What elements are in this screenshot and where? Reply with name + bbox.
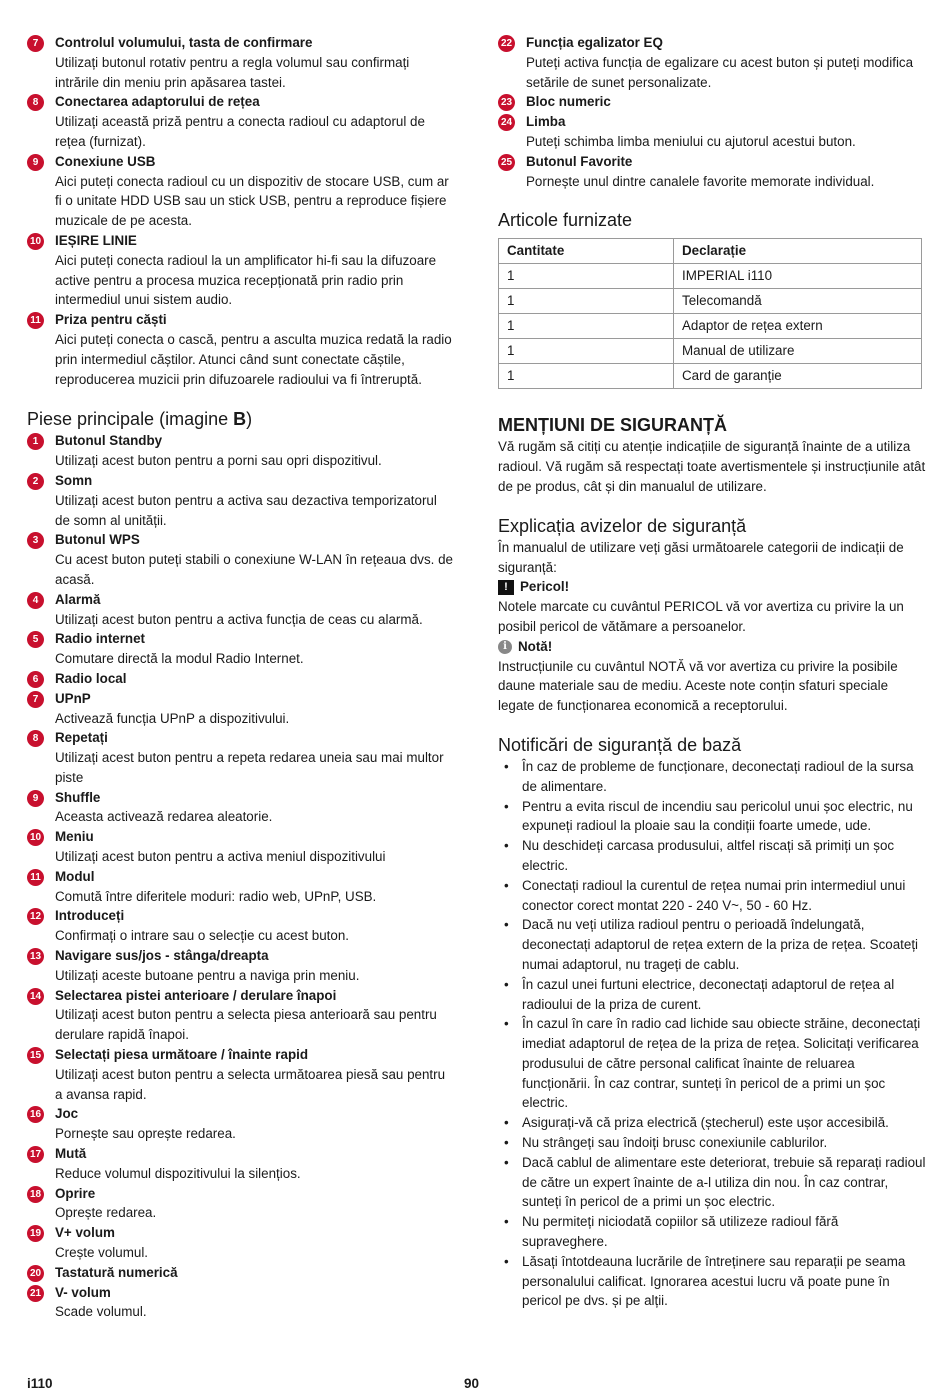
bullet-item: • Dacă nu veți utiliza radioul pentru o perioadă îndelungată, deconectați adaptorul de rețea extern de la priza de rețea. Scoateți numai adaptorul, nu trageți de cablu. (498, 915, 926, 974)
item-number-badge: 5 (27, 631, 44, 648)
item-description: Puteți activa funcția de egalizare cu acest buton și puteți modifica setările de sunet personalizate. (526, 54, 914, 90)
list-item (498, 152, 926, 192)
bullet-item: • Pentru a evita riscul de incendiu sau pericolul unui șoc electric, nu expuneți radioul la ploaie sau la condiții foarte umede, ude. (498, 797, 926, 837)
item-number-badge: 13 (27, 948, 44, 965)
item-title: Alarmă (55, 591, 101, 607)
basic-safety-heading: Notificări de siguranță de bază (498, 734, 742, 755)
list-item (27, 152, 455, 231)
item-title: Meniu (55, 829, 94, 845)
item-number-badge: 8 (27, 730, 44, 747)
table-cell-desc: Adaptor de rețea extern (674, 314, 922, 339)
danger-text: Notele marcate cu cuvântul PERICOL vă vor avertiza cu privire la un posibil pericol de vătămare a persoanelor. (498, 599, 904, 634)
item-description: Pornește sau oprește redarea. (55, 1126, 236, 1142)
supplied-table-body (499, 264, 922, 389)
bullet-item: • În cazul în care în radio cad lichide sau obiecte străine, deconectați imediat adaptorul de rețea de la priza de rețea. Solicitați verificarea produsului de către personal calificat înainte de reluarea funcționării. În caz contrar, sunteți în pericol de a primi un șoc electric. (498, 1014, 926, 1113)
list-item (27, 1223, 455, 1263)
list-item (27, 1263, 455, 1283)
table-cell-desc: Telecomandă (674, 289, 922, 314)
item-number-badge: 16 (27, 1106, 44, 1123)
remote-list (498, 33, 926, 191)
list-item (27, 728, 455, 787)
bullet-item: • În cazul unei furtuni electrice, deconectați adaptorul de rețea al radioului de la priza de curent. (498, 975, 926, 1015)
list-item (27, 1144, 455, 1184)
item-title: Selectarea pistei anterioare / derulare înapoi (55, 987, 337, 1003)
item-title: Oprire (55, 1185, 96, 1201)
parts-heading (27, 407, 455, 431)
table-row (499, 314, 922, 339)
right-column (498, 33, 926, 1311)
item-description: Crește volumul. (55, 1245, 149, 1261)
table-row (499, 264, 922, 289)
item-title: Butonul WPS (55, 532, 140, 548)
list-item (27, 530, 455, 589)
item-description: Comutare directă la modul Radio Internet. (55, 651, 304, 667)
note-label: Notă! (518, 638, 553, 654)
item-title: Butonul Standby (55, 433, 163, 449)
item-description: Utilizați această priză pentru a conecta radioul cu adaptorul de rețea (furnizat). (55, 114, 425, 149)
list-item (27, 867, 455, 907)
list-item (27, 946, 455, 986)
list-item (27, 827, 455, 867)
item-description: Aici puteți conecta radioul cu un dispozitiv de stocare USB, cum ar fi o unitate HDD USB sau un stick USB, pentru a reproduce fișiere muzicale de pe acesta. (55, 173, 449, 229)
item-number-badge: 11 (27, 869, 44, 886)
item-number-badge: 17 (27, 1146, 44, 1163)
table-header-qty: Cantitate (499, 239, 674, 264)
item-title: Modul (55, 868, 95, 884)
note-label-row (498, 637, 926, 657)
item-title: Controlul volumului, tasta de confirmare (55, 35, 313, 50)
item-title: Introduceți (55, 908, 125, 924)
table-cell-desc: Card de garanție (674, 364, 922, 389)
list-item (27, 431, 455, 471)
item-description: Utilizați acest buton pentru a repeta redarea uneia sau mai multor piste (55, 750, 444, 785)
bullet-item: • Lăsați întotdeauna lucrările de întreținere sau reparații pe seama personalului calificat. Ignorarea acestui lucru vă poate pune în pericol pe dvs. și pe alții. (498, 1252, 926, 1311)
list-item (27, 986, 455, 1045)
supplied-heading: Articole furnizate (498, 210, 633, 231)
item-description: Aceasta activează redarea aleatorie. (55, 809, 273, 825)
item-description: Utilizați acest buton pentru a activa sau dezactiva temporizatorul de somn al unității. (55, 492, 437, 528)
item-number-badge: 4 (27, 592, 44, 609)
item-number-badge: 10 (27, 233, 44, 250)
item-description: Utilizați butonul rotativ pentru a regla volumul sau confirmați intrările din meniu prin apăsarea tastei. (55, 54, 410, 90)
footer-model: i110 (27, 1376, 53, 1391)
item-number-badge: 22 (498, 35, 515, 52)
table-row (499, 339, 922, 364)
explanation-intro: În manualul de utilizare veți găsi următoarele categorii de indicații de siguranță: (498, 539, 904, 575)
item-title: Selectați piesa următoare / înainte rapid (55, 1047, 309, 1063)
item-title: V+ volum (55, 1225, 115, 1241)
page-number: 90 (464, 1376, 480, 1391)
bullet-item: • Nu strângeți sau îndoiți brusc conexiunile cablurilor. (498, 1133, 926, 1153)
item-description: Aici puteți conecta radioul la un amplificator hi-fi sau la difuzoare active pentru a procesa muzica recepționată prin radio prin intermediul unui sistem audio. (55, 252, 437, 308)
item-title: Conectarea adaptorului de rețea (55, 94, 260, 110)
list-item (27, 689, 455, 729)
table-cell-qty: 1 (499, 314, 674, 339)
warning-triangle-icon: ! (498, 580, 514, 595)
item-number-badge: 20 (27, 1265, 44, 1282)
connector-list (27, 33, 455, 389)
item-number-badge: 9 (27, 154, 44, 171)
basic-safety-list (498, 757, 926, 1311)
item-number-badge: 7 (27, 691, 44, 708)
item-title: Navigare sus/jos - stânga/dreapta (55, 948, 269, 964)
item-title: Tastatură numerică (55, 1264, 178, 1280)
item-number-badge: 19 (27, 1225, 44, 1242)
list-item (27, 1184, 455, 1224)
bullet-item: • Asigurați-vă că priza electrică (ștecherul) este ușor accesibilă. (498, 1113, 926, 1133)
bullet-item: • Nu deschideți carcasa produsului, altfel riscați să primiți un șoc electric. (498, 836, 926, 876)
table-row (499, 289, 922, 314)
info-icon: i (498, 640, 512, 654)
item-number-badge: 6 (27, 671, 44, 688)
list-item (498, 112, 926, 152)
explanation-heading: Explicația avizelor de siguranță (498, 515, 747, 536)
item-title: Somn (55, 472, 93, 488)
item-title: IEȘIRE LINIE (55, 232, 137, 248)
list-item (27, 92, 455, 151)
item-number-badge: 18 (27, 1186, 44, 1203)
item-description: Utilizați acest buton pentru a activa funcția de ceas cu alarmă. (55, 611, 423, 627)
item-description: Activează funcția UPnP a dispozitivului. (55, 710, 290, 726)
danger-label: Pericol! (520, 579, 570, 595)
table-cell-qty: 1 (499, 264, 674, 289)
item-number-badge: 11 (27, 312, 44, 329)
bullet-item: • Dacă cablul de alimentare este deteriorat, trebuie să reparați radioul de către un expert înainte de a-l utiliza din nou. În caz contrar, sunteți în pericol de a primi un șoc electric. (498, 1153, 926, 1212)
item-number-badge: 21 (27, 1285, 44, 1302)
item-title: Shuffle (55, 789, 101, 805)
item-description: Confirmați o intrare sau o selecție cu acest buton. (55, 928, 349, 944)
safety-heading: MENȚIUNI DE SIGURANȚĂ (498, 415, 727, 436)
parts-heading-main: Piese principale (27, 409, 155, 430)
item-title: Radio local (55, 670, 127, 686)
item-title: Priza pentru căști (55, 312, 167, 328)
item-number-badge: 7 (27, 35, 44, 52)
item-title: Butonul Favorite (526, 153, 633, 169)
item-number-badge: 2 (27, 473, 44, 490)
safety-intro: Vă rugăm să citiți cu atenție indicațiile de siguranță înainte de a utiliza radioul. Vă rugăm să respectați toate avertismentele și instrucțiunile atât de pe produs, cât și din manualul de utilizare. (498, 439, 926, 494)
note-text: Instrucțiunile cu cuvântul NOTĂ vă vor avertiza cu privire la posibile daune materiale sau de mediu. Aceste note conțin sfaturi speciale legate de funcționarea economică a receptorului. (498, 658, 898, 714)
bullet-item: • Conectați radioul la curentul de rețea numai prin intermediul unui conector corect montat 220 - 240 V~, 50 - 60 Hz. (498, 876, 926, 916)
list-item (27, 788, 455, 828)
item-number-badge: 1 (27, 433, 44, 450)
item-title: Bloc numeric (526, 94, 611, 110)
table-header-desc: Declarație (674, 239, 922, 264)
table-cell-qty: 1 (499, 364, 674, 389)
item-number-badge: 24 (498, 114, 515, 131)
item-description: Puteți schimba limba meniului cu ajutorul acestui buton. (526, 133, 856, 149)
item-title: Mută (55, 1146, 87, 1162)
list-item (498, 33, 926, 92)
list-item (27, 629, 455, 669)
list-item (27, 1104, 455, 1144)
item-number-badge: 3 (27, 532, 44, 549)
item-number-badge: 8 (27, 94, 44, 111)
list-item (27, 310, 455, 389)
list-item (27, 1283, 455, 1323)
item-title: Repetați (55, 730, 108, 746)
item-number-badge: 23 (498, 94, 515, 111)
bullet-item: • În caz de probleme de funcționare, deconectați radioul de la sursa de alimentare. (498, 757, 926, 797)
item-description: Cu acest buton puteți stabili o conexiune W-LAN în rețeaua dvs. de acasă. (55, 552, 453, 587)
danger-label-row (498, 577, 926, 597)
item-title: Radio internet (55, 631, 146, 647)
item-title: UPnP (55, 690, 91, 706)
item-number-badge: 12 (27, 908, 44, 925)
item-number-badge: 14 (27, 988, 44, 1005)
item-number-badge: 15 (27, 1047, 44, 1064)
left-column (27, 33, 455, 1322)
table-cell-qty: 1 (499, 339, 674, 364)
item-title: Joc (55, 1106, 79, 1122)
item-description: Utilizați acest buton pentru a activa meniul dispozitivului (55, 849, 386, 865)
list-item (27, 471, 455, 530)
list-item (27, 590, 455, 630)
table-header-row (499, 239, 922, 264)
bullet-item: • Nu permiteți niciodată copiilor să utilizeze radioul fără supraveghere. (498, 1212, 926, 1252)
table-cell-qty: 1 (499, 289, 674, 314)
item-description: Pornește unul dintre canalele favorite memorate individual. (526, 173, 875, 189)
table-cell-desc: Manual de utilizare (674, 339, 922, 364)
table-cell-desc: IMPERIAL i110 (674, 264, 922, 289)
list-item (498, 92, 926, 112)
item-title: Conexiune USB (55, 153, 156, 169)
item-title: V- volum (55, 1284, 111, 1300)
table-row (499, 364, 922, 389)
list-item (27, 906, 455, 946)
list-item (27, 231, 455, 310)
item-title: Funcția egalizator EQ (526, 35, 663, 50)
item-description: Utilizați acest buton pentru a selecta următoarea piesă sau pentru a avansa rapid. (55, 1066, 446, 1102)
item-description: Comută între diferitele moduri: radio web, UPnP, USB. (55, 888, 377, 904)
item-description: Utilizați aceste butoane pentru a naviga prin meniu. (55, 967, 360, 983)
item-description: Oprește redarea. (55, 1205, 157, 1221)
list-item (27, 1045, 455, 1104)
item-description: Reduce volumul dispozitivului la silențios. (55, 1165, 301, 1181)
parts-heading-paren-close: ) (246, 409, 253, 430)
item-description: Scade volumul. (55, 1304, 147, 1320)
item-description: Utilizați acest buton pentru a selecta piesa anterioară sau pentru derulare rapidă înapoi. (55, 1007, 437, 1043)
item-number-badge: 10 (27, 829, 44, 846)
item-number-badge: 9 (27, 790, 44, 807)
supplied-table (498, 238, 922, 389)
parts-heading-letter: B (233, 409, 247, 430)
item-description: Aici puteți conecta o cască, pentru a asculta muzica redată la radio prin intermediul căștilor. Atunci când sunt conectate căștile, reproducerea muzicii prin difuzoarele radioului va fi întreruptă. (55, 331, 452, 387)
item-description: Utilizați acest buton pentru a porni sau opri dispozitivul. (55, 453, 382, 469)
item-title: Limba (526, 114, 566, 130)
list-item (27, 33, 455, 92)
list-item (27, 669, 455, 689)
parts-heading-paren: (imagine (154, 409, 234, 430)
item-number-badge: 25 (498, 154, 515, 171)
parts-list (27, 431, 455, 1322)
